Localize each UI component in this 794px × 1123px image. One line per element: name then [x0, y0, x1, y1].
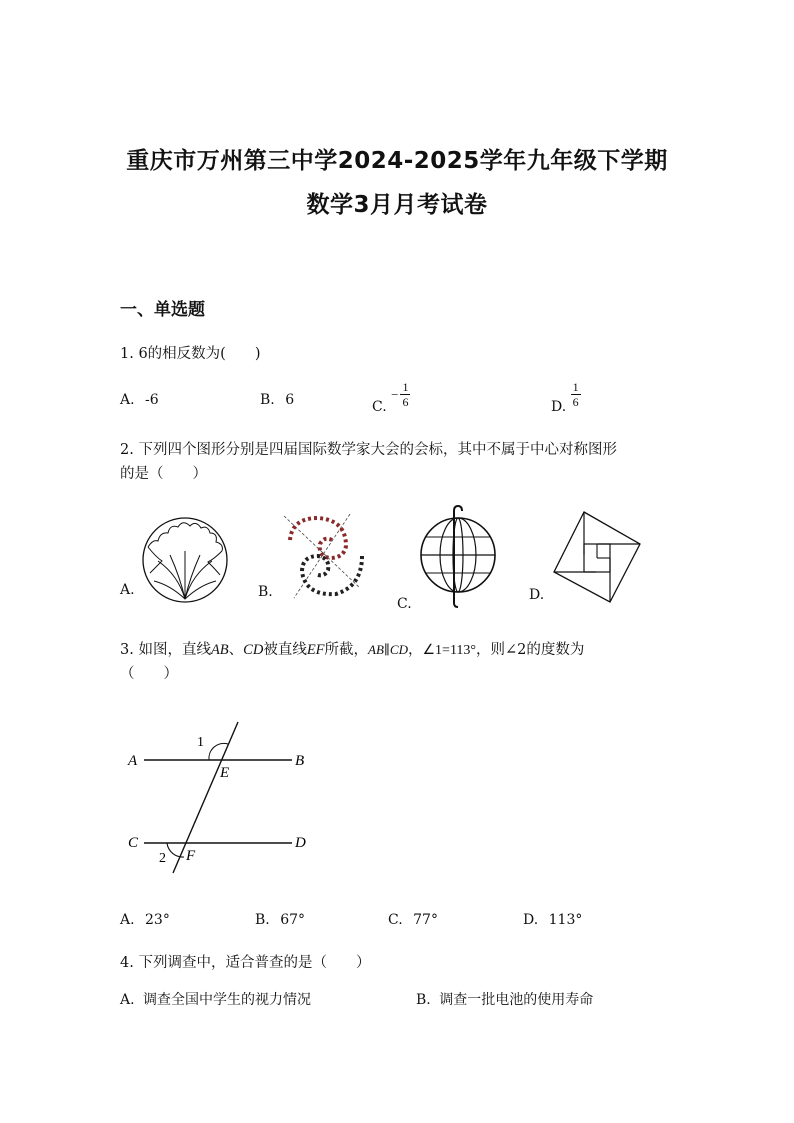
q3-comma: ， [408, 642, 423, 658]
line-cd: CD [243, 642, 264, 658]
line-ab: AB [210, 642, 229, 658]
option-label: B. [255, 912, 270, 928]
option-value: 调查全国中学生的视力情况 [143, 992, 312, 1008]
option-label: D. [551, 398, 567, 415]
point-b-label: B [295, 753, 305, 769]
q2-figure-d [552, 510, 644, 605]
q1-option-d [551, 380, 581, 415]
point-e-label: E [220, 765, 230, 781]
q3-separator: 、 [228, 642, 244, 658]
q2-figure-b [280, 508, 370, 603]
exam-title-line1: 重庆市万州第三中学2024-2025学年九年级下学期 [126, 148, 668, 174]
q2-figure-c [418, 503, 498, 609]
q2-option-d-label: D. [529, 587, 545, 603]
q1-option-b [260, 392, 294, 408]
option-label: D. [523, 912, 539, 928]
option-value: 77° [413, 912, 438, 928]
question-2-stem-line1: 2. 下列四个图形分别是四届国际数学家大会的会标，其中不属于中心对称图形 [120, 442, 617, 458]
point-a-label: A [128, 753, 138, 769]
option-label: A. [120, 912, 135, 928]
q3-option-b [255, 912, 305, 928]
line-ef: EF [306, 642, 325, 658]
option-value: 6 [285, 392, 295, 408]
point-c-label: C [128, 835, 139, 851]
section-heading: 一、单选题 [120, 300, 205, 320]
angle-1-value: ∠1=113° [422, 643, 477, 658]
q2-option-a-label: A. [120, 582, 135, 598]
point-d-label: D [295, 835, 306, 851]
q3-mid: 被直线 [263, 642, 307, 658]
q1-option-a [120, 392, 159, 408]
fraction-denominator: 6 [572, 395, 579, 409]
question-4-stem: 4. 下列调查中，适合普查的是（ ） [120, 955, 371, 971]
q3-option-d [523, 912, 582, 928]
q3-option-c [388, 912, 438, 928]
line-ef-segment [173, 722, 238, 873]
point-f-label: F [186, 848, 196, 864]
q3-prefix: 3. 如图，直线 [120, 642, 211, 658]
parallel-condition: AB∥CD [368, 642, 408, 657]
q3-suffix: ，则∠2的度数为 [476, 642, 585, 658]
fraction-numerator: 1 [402, 380, 409, 394]
q2-figure-a [140, 515, 230, 605]
question-1-stem: 1. 6的相反数为( ) [120, 346, 261, 362]
exam-title-line2: 数学3月月考试卷 [306, 192, 488, 218]
q1-option-c [372, 380, 410, 415]
option-value: 23° [145, 912, 170, 928]
q3-geometry-figure [120, 715, 320, 880]
option-label: C. [372, 398, 387, 415]
q3-option-a [120, 912, 170, 928]
option-value: 113° [548, 912, 583, 928]
fraction [400, 381, 410, 408]
question-3-stem [120, 638, 584, 659]
option-value: -6 [145, 392, 159, 408]
question-3-stem-line2: （ ） [120, 666, 178, 682]
option-value: 67° [280, 912, 306, 928]
q2-option-b-label: B. [258, 584, 273, 600]
option-label: C. [388, 912, 403, 928]
option-label: B. [416, 992, 431, 1008]
option-label: A. [120, 392, 135, 408]
q4-option-a [120, 989, 311, 1009]
fraction [571, 381, 581, 408]
angle-2-label: 2 [159, 851, 166, 866]
fraction-numerator: 1 [572, 380, 579, 394]
option-value: 调查一批电池的使用寿命 [439, 992, 594, 1008]
fraction-denominator: 6 [402, 395, 409, 409]
minus-sign: − [391, 386, 399, 402]
option-label: A. [120, 992, 135, 1008]
angle-1-label: 1 [197, 735, 204, 750]
q4-option-b [416, 989, 593, 1009]
option-label: B. [260, 392, 275, 408]
q2-option-c-label: C. [397, 596, 412, 612]
q3-mid2: 所截， [324, 642, 369, 658]
question-2-stem-line2: 的是（ ） [120, 466, 207, 482]
